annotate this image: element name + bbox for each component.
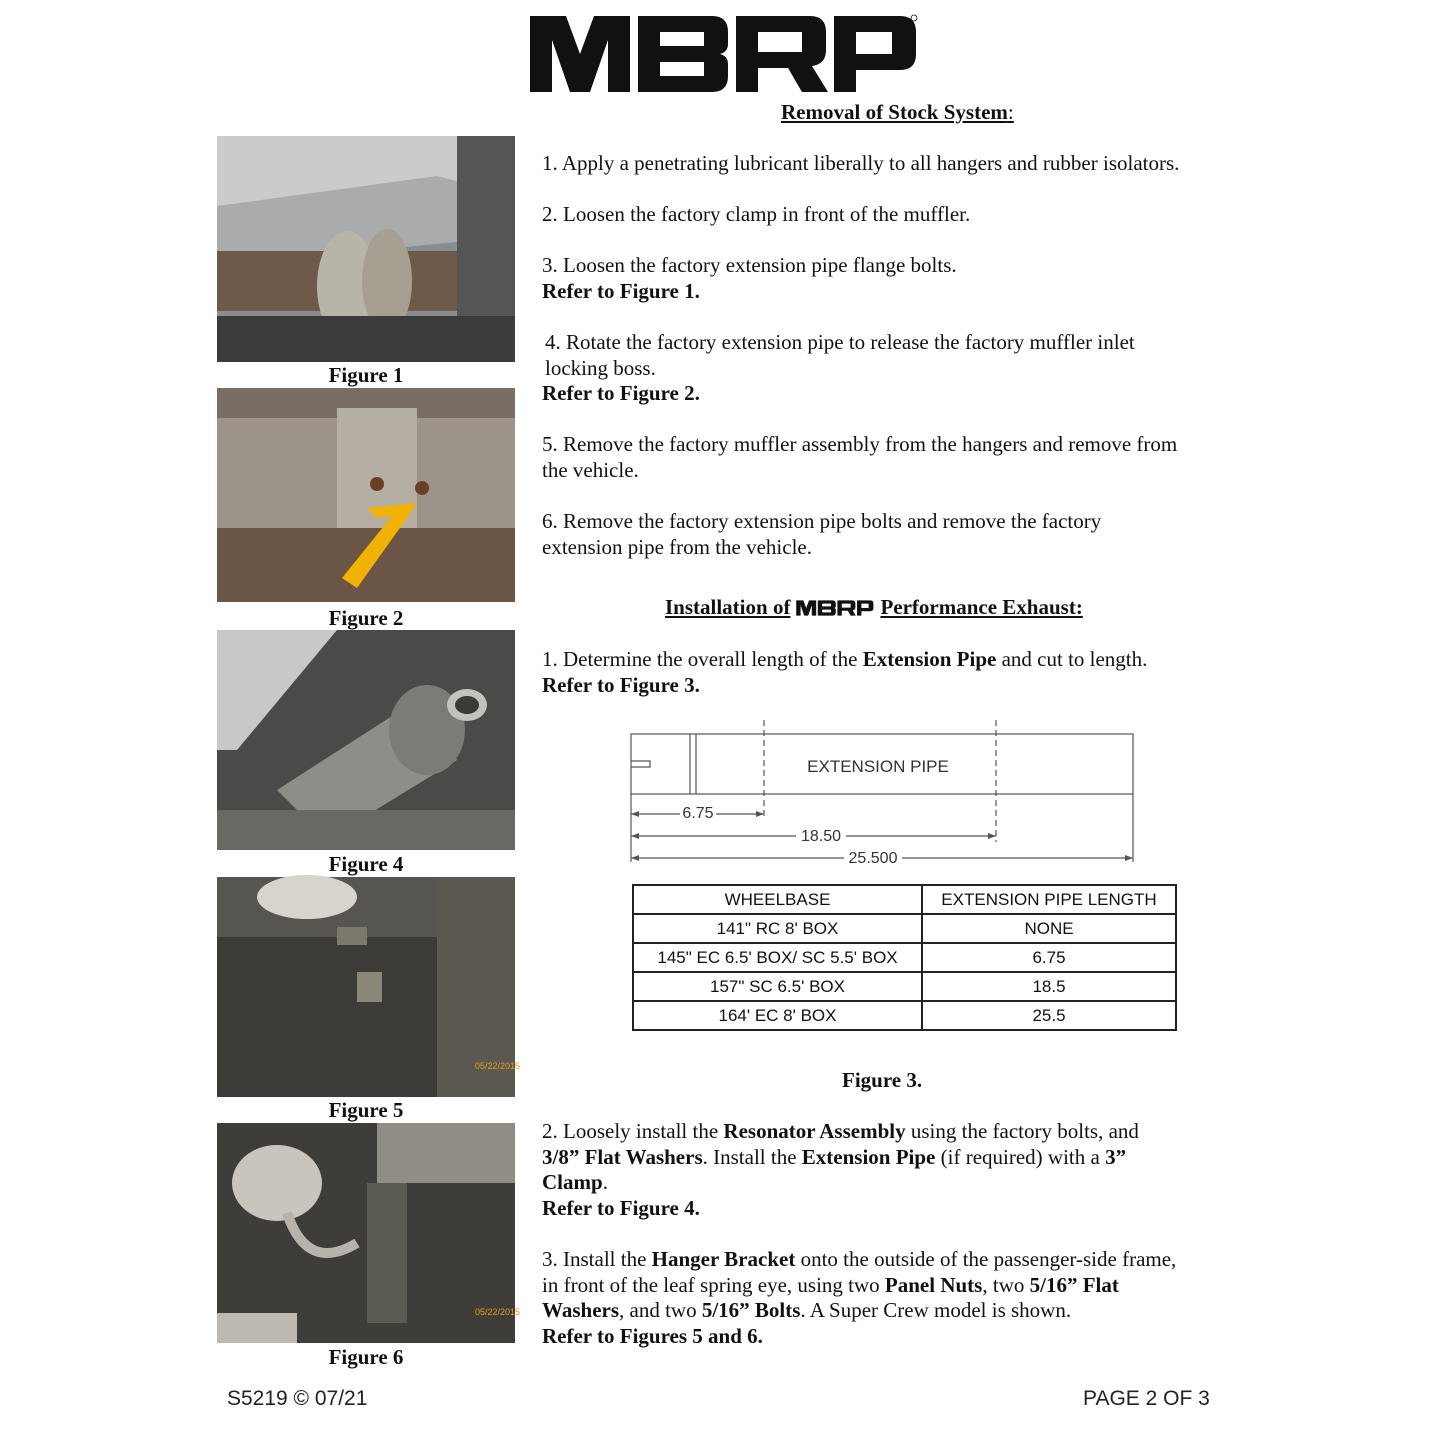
table-row [633, 914, 1176, 943]
removal-step-4: 4. Rotate the factory extension pipe to release the factory muffler inlet locking boss. Refer to Figure 2. [542, 330, 1135, 405]
dimension-18-50: 18.50 [800, 828, 842, 845]
table-cell: 141" RC 8' BOX [633, 914, 922, 943]
install-step-3: 3. Install the Hanger Bracket onto the outside of the passenger-side frame, in front of the leaf spring eye, using two Panel Nuts, two 5/16” Flat Washers, and two 5/16” Bolts. A Super Crew model is shown. Refer to Figures 5 and 6. [542, 1247, 1177, 1348]
figure-ref: Refer to Figure 1. [542, 278, 700, 303]
table-cell: 145" EC 6.5' BOX/ SC 5.5' BOX [633, 943, 922, 972]
table-cell: 25.5 [922, 1001, 1176, 1030]
table-cell: 6.75 [922, 943, 1176, 972]
table-cell: 18.5 [922, 972, 1176, 1001]
figure-ref: Refer to Figure 4. [542, 1195, 700, 1220]
figure-4-photo [217, 630, 515, 850]
table-row [633, 972, 1176, 1001]
removal-step-6: 6. Remove the factory extension pipe bolts and remove the factory extension pipe from the vehicle. [542, 509, 1102, 559]
figure-ref: Refer to Figure 3. [542, 672, 700, 697]
install-step-2: 2. Loosely install the Resonator Assembly using the factory bolts, and 3/8” Flat Washers. Install the Extension Pipe (if required) with a 3” Clamp. Refer to Figure 4. [542, 1119, 1139, 1220]
diagram-label: EXTENSION PIPE [807, 757, 949, 776]
mbrp-logo [528, 14, 920, 94]
removal-step-1: 1. Apply a penetrating lubricant liberally to all hangers and rubber isolators. [542, 151, 1180, 175]
figure-5-photo [217, 877, 521, 1097]
figure-1-photo [217, 136, 515, 362]
mbrp-inline-logo [794, 600, 876, 616]
install-step-1: 1. Determine the overall length of the Extension Pipe and cut to length. Refer to Figure 3. [542, 647, 1148, 697]
figure-5-caption: Figure 5 [328, 1098, 404, 1122]
photo-date-stamp: 05/22/2015 [475, 1061, 521, 1071]
figure-2-caption: Figure 2 [328, 606, 404, 630]
document-code: S5219 © 07/21 [227, 1387, 368, 1410]
page-number: PAGE 2 OF 3 [1083, 1387, 1210, 1410]
figure-6-caption: Figure 6 [328, 1345, 404, 1369]
removal-step-2: 2. Loosen the factory clamp in front of the muffler. [542, 202, 971, 226]
figure-ref: Refer to Figures 5 and 6. [542, 1323, 763, 1348]
wheelbase-table [632, 884, 1177, 1031]
table-header: WHEELBASE [633, 885, 922, 914]
figure-3-caption: Figure 3. [842, 1068, 923, 1092]
removal-step-5: 5. Remove the factory muffler assembly from the hangers and remove from the vehicle. [542, 432, 1178, 482]
figure-1-caption: Figure 1 [328, 363, 404, 387]
table-row [633, 943, 1176, 972]
removal-step-3: 3. Loosen the factory extension pipe flange bolts. Refer to Figure 1. [542, 253, 957, 303]
photo-date-stamp: 05/22/2015 [475, 1307, 521, 1317]
figure-4-caption: Figure 4 [328, 852, 404, 876]
dimension-6-75: 6.75 [682, 805, 714, 822]
install-section-title: Installation of Performance Exhaust: [665, 595, 1083, 619]
table-header: EXTENSION PIPE LENGTH [922, 885, 1176, 914]
extension-pipe-diagram [624, 716, 1144, 874]
table-row [633, 1001, 1176, 1030]
figure-6-photo [217, 1123, 521, 1343]
removal-section-title: Removal of Stock System: [781, 100, 1014, 124]
dimension-25-500: 25.500 [848, 850, 898, 867]
table-header-row [633, 885, 1176, 914]
figure-2-photo [217, 388, 515, 602]
figure-ref: Refer to Figure 2. [542, 381, 700, 405]
table-cell: NONE [922, 914, 1176, 943]
table-cell: 157" SC 6.5' BOX [633, 972, 922, 1001]
table-cell: 164' EC 8' BOX [633, 1001, 922, 1030]
